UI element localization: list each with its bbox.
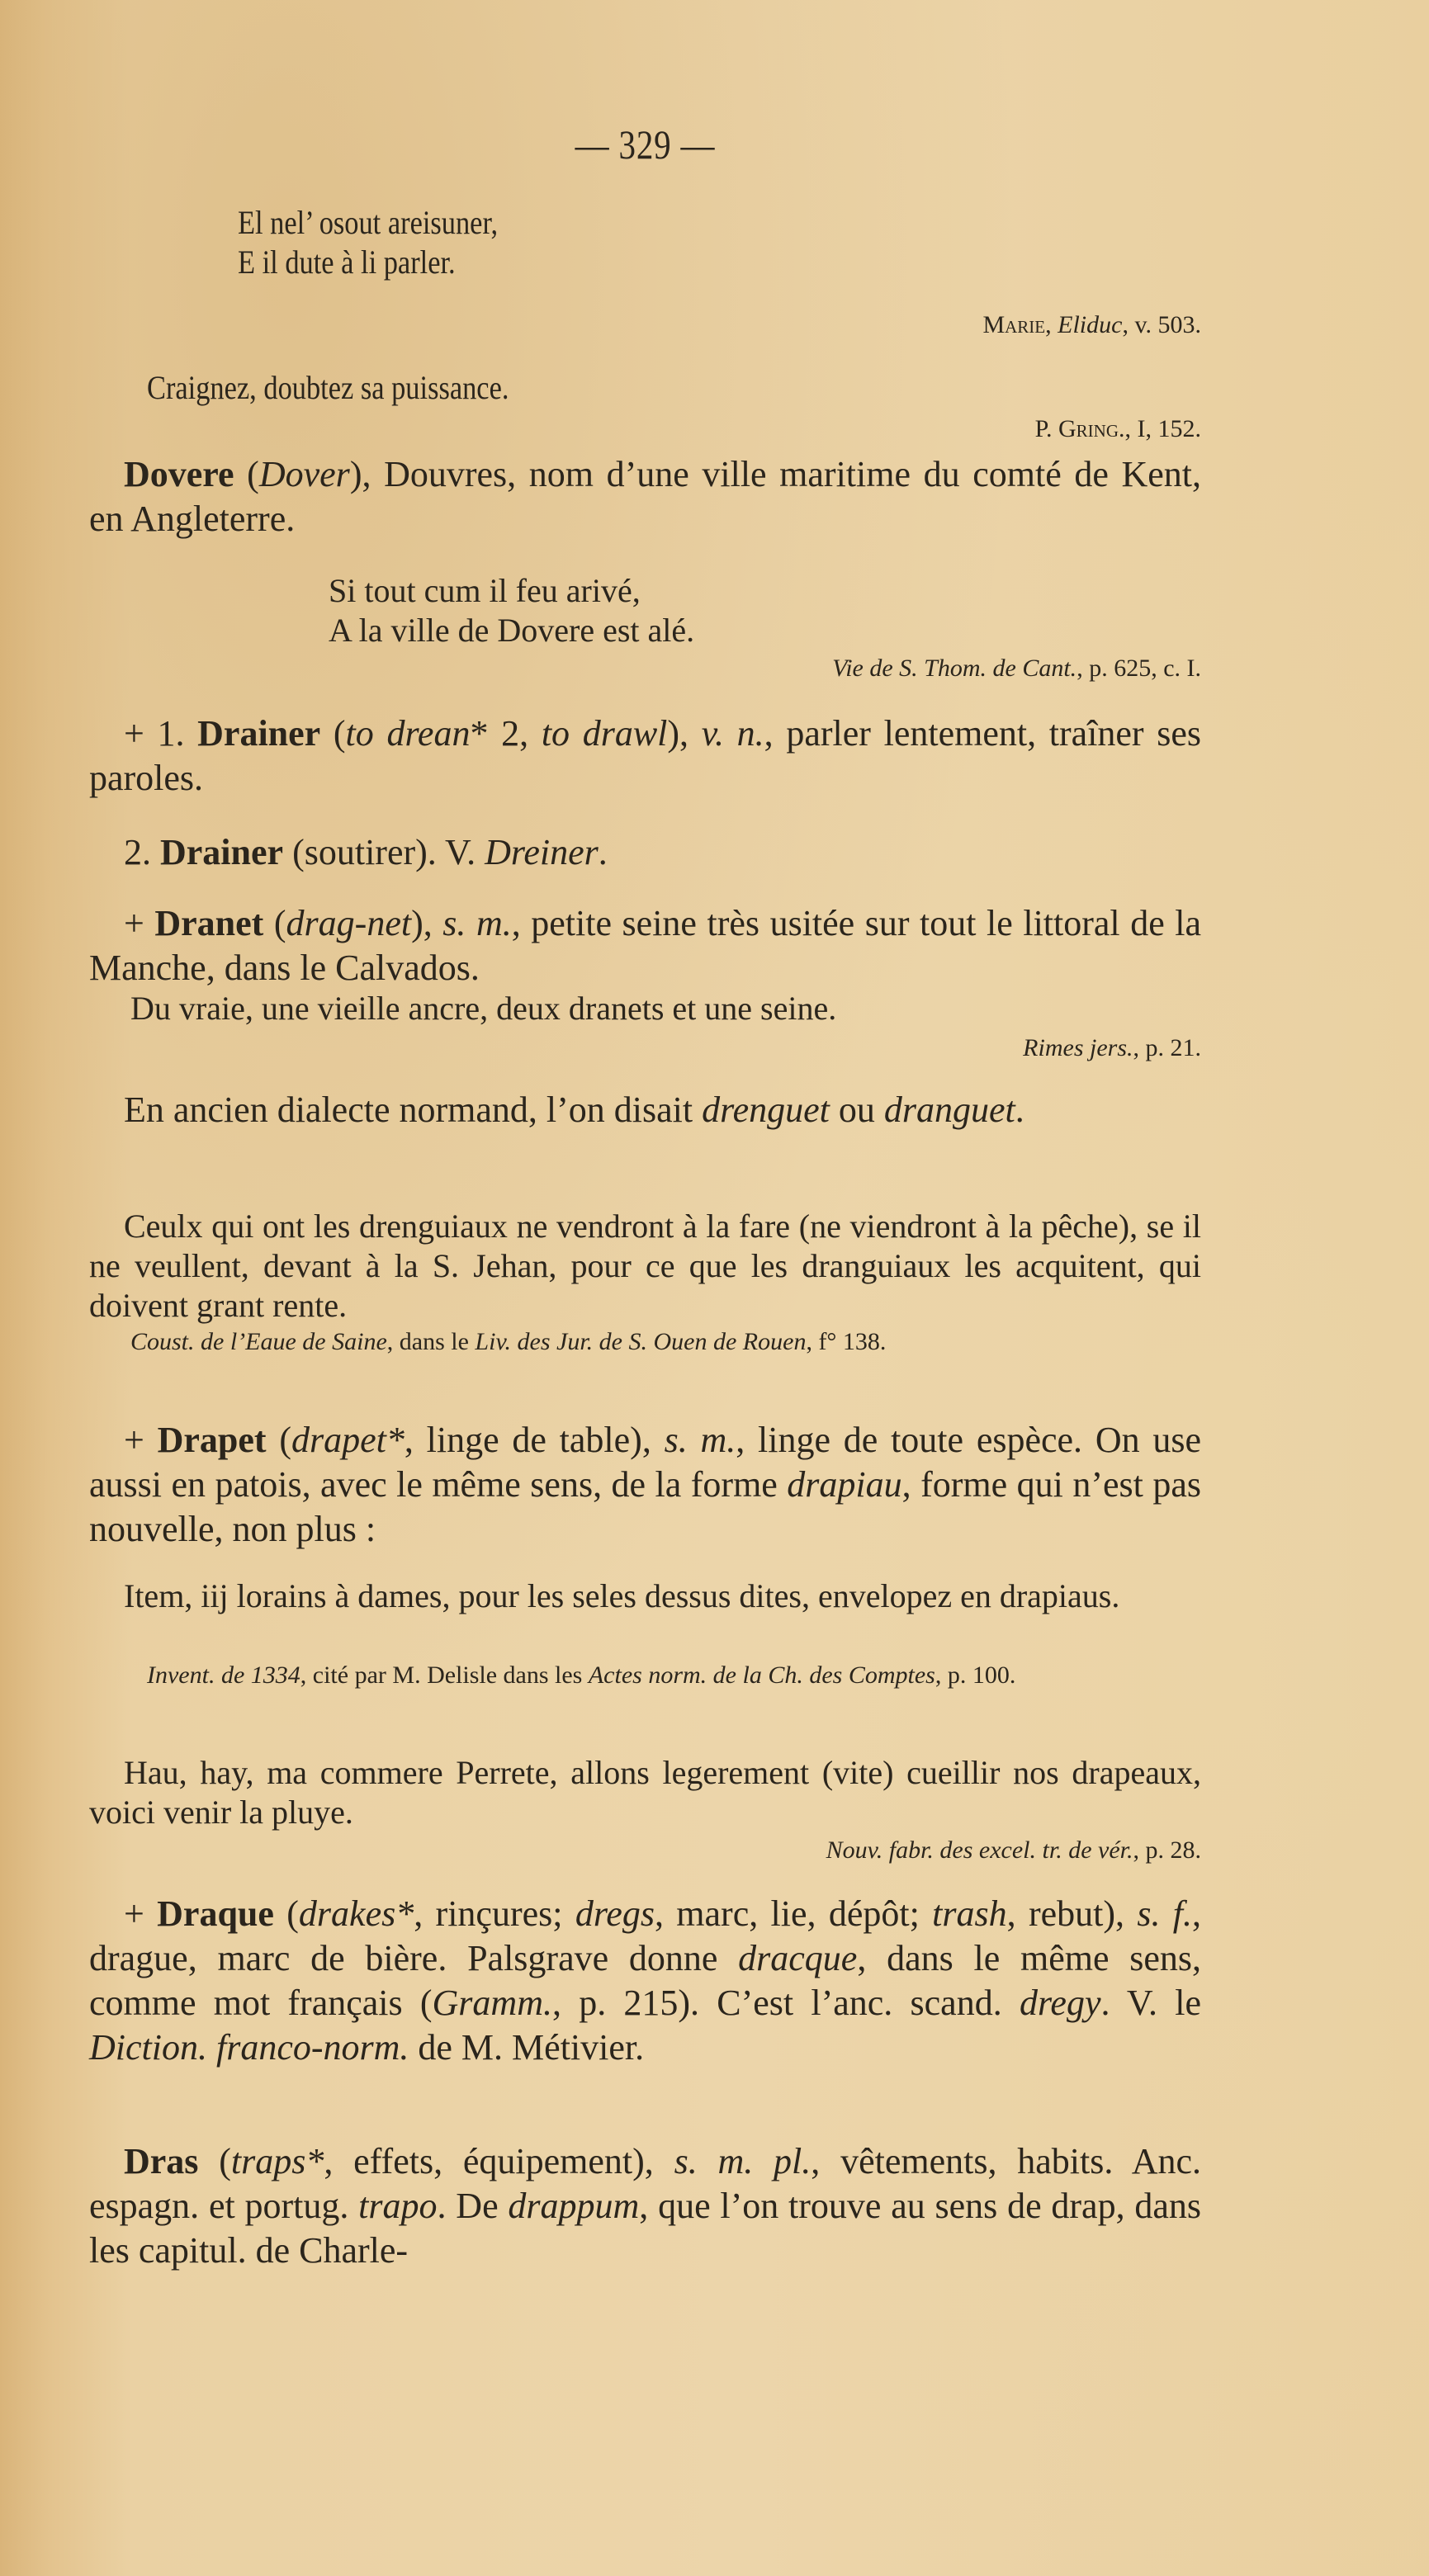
headword: Drainer: [197, 713, 321, 754]
note-text: En ancien dialecte normand, l’on disait: [124, 1089, 703, 1130]
reference-work: Gramm.: [432, 1983, 552, 2023]
dialect-form: drenguet: [702, 1089, 830, 1130]
dialect-form: dranguet: [883, 1089, 1015, 1130]
quote-text: Du vraie, une vieille ancre, deux dranets et une seine.: [130, 990, 837, 1027]
cite-work: Vie de S. Thom. de Cant.: [832, 655, 1077, 682]
etymology: drapet*: [291, 1420, 405, 1460]
etymology: drag-net: [286, 903, 412, 943]
entry-mark: +: [124, 1420, 144, 1460]
definition: , linge de toute espèce. On use aussi en patois, avec le même sens, de la forme: [89, 1420, 1202, 1505]
definition: , rinçures;: [414, 1893, 575, 1934]
definition: , p. 215). C’est l’anc. scand.: [551, 1983, 1020, 2023]
headword: Dranet: [154, 903, 264, 943]
citation: [147, 1659, 1201, 1692]
cite-ref: , p. 28.: [1133, 1836, 1201, 1864]
verse-line: A la ville de Dovere est alé.: [329, 612, 695, 649]
cite-work: Coust. de l’Eaue de Saine: [130, 1328, 387, 1355]
headword: Drainer: [160, 832, 284, 872]
quote: [89, 1576, 1201, 1616]
entry-drapet: + Drapet (drapet*, linge de table), s. m., linge de toute espèce. On use aussi en patois, avec le même sens, de la forme drapiau, forme qui n’est pas nouvelle, non plus :: [89, 1420, 1202, 1549]
verse-line: El nel’ osout areisuner,: [238, 204, 499, 241]
headword: Draque: [157, 1893, 274, 1934]
definition: , que l’on trouve au sens de drap, dans les capitul. de Charle-: [89, 2186, 1202, 2271]
historical-form: dracque: [738, 1938, 858, 1978]
cross-reference: Dreiner: [485, 832, 599, 872]
definition: (soutirer). V.: [283, 832, 485, 872]
entry-mark: +: [124, 903, 144, 943]
definition: , parler lentement, traîner ses paroles.: [89, 713, 1202, 798]
punctuation: .: [1015, 1089, 1024, 1130]
reference-work: Diction. franco-norm.: [89, 2027, 409, 2068]
entry-mark: 2.: [124, 832, 151, 872]
definition: . V. le: [1100, 1983, 1201, 2023]
dialect-note: [89, 1088, 1201, 1132]
entry-drainer-2: [89, 830, 1201, 875]
cite-work: Rimes jers.: [1023, 1034, 1133, 1061]
cite-ref: , f° 138.: [806, 1328, 887, 1355]
cite-work: Nouv. fabr. des excel. tr. de vér.: [826, 1836, 1133, 1864]
definition: , linge de table),: [404, 1420, 665, 1460]
definition: , vêtements, habits. Anc. espagn. et portug.: [89, 2141, 1202, 2226]
grammar: s. f.: [1137, 1893, 1192, 1934]
headword: Dras: [124, 2141, 199, 2181]
etymology: to drawl: [541, 713, 668, 754]
cite-ref: , p. 625, c. I.: [1076, 655, 1201, 682]
citation: [130, 1326, 1201, 1359]
verse-line: Craignez, doubtez sa puissance.: [147, 369, 509, 406]
etymology: traps*: [230, 2141, 324, 2181]
cite-ref: , I, 152.: [1124, 415, 1201, 442]
punctuation: .: [598, 832, 608, 872]
verse-quote: [329, 571, 1072, 650]
entry-mark: + 1.: [124, 713, 185, 754]
quote-text: Hau, hay, ma commere Perrete, allons legerement (vite) cueillir nos drapeaux, voici venir la pluye.: [89, 1754, 1201, 1831]
verse-quote: [147, 368, 786, 408]
quote-text: Ceulx qui ont les drenguiaux ne vendront à la fare (ne viendront à la pêche), se il ne veullent, devant à la S. Jehan, pour ce que les dranguiaux les acquitent, qui doivent grant rente.: [89, 1208, 1201, 1324]
etymology-sep: * 2,: [470, 713, 542, 754]
citation: [89, 652, 1201, 685]
grammar: v. n.: [701, 713, 764, 754]
definition: , effets, équipement),: [324, 2141, 674, 2181]
historical-form: drappum: [508, 2186, 640, 2226]
quote: [89, 1207, 1201, 1326]
cite-text: , dans le: [386, 1328, 476, 1355]
definition: de M. Métivier.: [409, 2027, 645, 2068]
quote: [89, 1753, 1201, 1832]
etymology: Dover: [258, 454, 350, 494]
entry-drainer-1: + 1. Drainer (to drean* 2, to drawl), v. n., parler lentement, traîner ses paroles.: [89, 713, 1202, 798]
scandinavian-form: dregy: [1019, 1983, 1101, 2023]
cite-ref: , p. 21.: [1133, 1034, 1201, 1061]
page-header: — 329 —: [575, 121, 716, 168]
citation: [89, 413, 1201, 446]
entry-mark: +: [124, 1893, 144, 1934]
quote-text: Item, iij lorains à dames, pour les seles dessus dites, envelopez en drapiaus.: [124, 1577, 1120, 1614]
headword: Drapet: [157, 1420, 267, 1460]
definition: , rebut),: [1006, 1893, 1138, 1934]
etymology: dregs: [575, 1893, 655, 1934]
definition: , petite seine très usitée sur tout le littoral de la Manche, dans le Calvados.: [89, 903, 1202, 988]
citation: Marie, Eliduc, v. 503.: [982, 311, 1201, 338]
verse-line: E il dute à li parler.: [238, 243, 456, 281]
definition: , forme qui n’est pas nouvelle, non plus :: [89, 1464, 1201, 1549]
cite-ref: , v. 503.: [1122, 311, 1201, 338]
verse-quote: [238, 203, 877, 282]
cite-work: Liv. des Jur. de S. Ouen de Rouen: [475, 1328, 807, 1355]
grammar: s. m.: [664, 1420, 736, 1460]
cite-work: Eliduc: [1058, 311, 1123, 338]
note-text: ou: [829, 1089, 884, 1130]
etymology: to drean: [345, 713, 471, 754]
cite-ref: , p. 100.: [935, 1661, 1016, 1689]
cite-author: Marie: [982, 311, 1046, 338]
grammar: s. m. pl.: [674, 2141, 812, 2181]
entry-dovere: Dovere (Dover), Douvres, nom d’une ville maritime du comté de Kent, en Angleterre.: [89, 454, 1201, 539]
cite-work: Actes norm. de la Ch. des Comptes: [588, 1661, 935, 1689]
headword: Dovere: [124, 454, 234, 494]
dialect-form: drapiau: [787, 1464, 902, 1505]
cite-author: P. Gring.: [1034, 415, 1125, 442]
definition: ), Douvres, nom d’une ville maritime du comté de Kent, en Angleterre.: [89, 454, 1201, 539]
cite-work: Invent. de 1334: [147, 1661, 300, 1689]
entry-draque: + Draque (drakes*, rinçures; dregs, marc, lie, dépôt; trash, rebut), s. f., drague, marc de bière. Palsgrave donne dracque, dans le même sens, comme mot français (Gramm., p. 215). C’est l’anc. scand. dregy. V. le Diction. franco-norm. de M. Métivier.: [89, 1893, 1201, 2068]
citation: [89, 1032, 1201, 1065]
quote: [130, 989, 1201, 1028]
definition: , marc, lie, dépôt;: [654, 1893, 933, 1934]
historical-form: trapo: [358, 2186, 438, 2226]
definition: , drague, marc de bière. Palsgrave donne: [89, 1893, 1201, 1978]
entry-dranet: + Dranet (drag-net), s. m., petite seine très usitée sur tout le littoral de la Manche, dans le Calvados.: [89, 903, 1202, 988]
entry-dras: Dras (traps*, effets, équipement), s. m. pl., vêtements, habits. Anc. espagn. et portug. trapo. De drappum, que l’on trouve au sens de drap, dans les capitul. de Charle-: [89, 2141, 1202, 2271]
verse-line: Si tout cum il feu arivé,: [329, 572, 641, 609]
definition: , dans le même sens, comme mot français (: [89, 1938, 1201, 2023]
definition: . De: [437, 2186, 509, 2226]
etymology: trash: [932, 1893, 1007, 1934]
etymology: drakes*: [298, 1893, 414, 1934]
cite-text: , cité par M. Delisle dans les: [300, 1661, 589, 1689]
grammar: s. m.: [442, 903, 512, 943]
citation: [89, 1834, 1201, 1867]
